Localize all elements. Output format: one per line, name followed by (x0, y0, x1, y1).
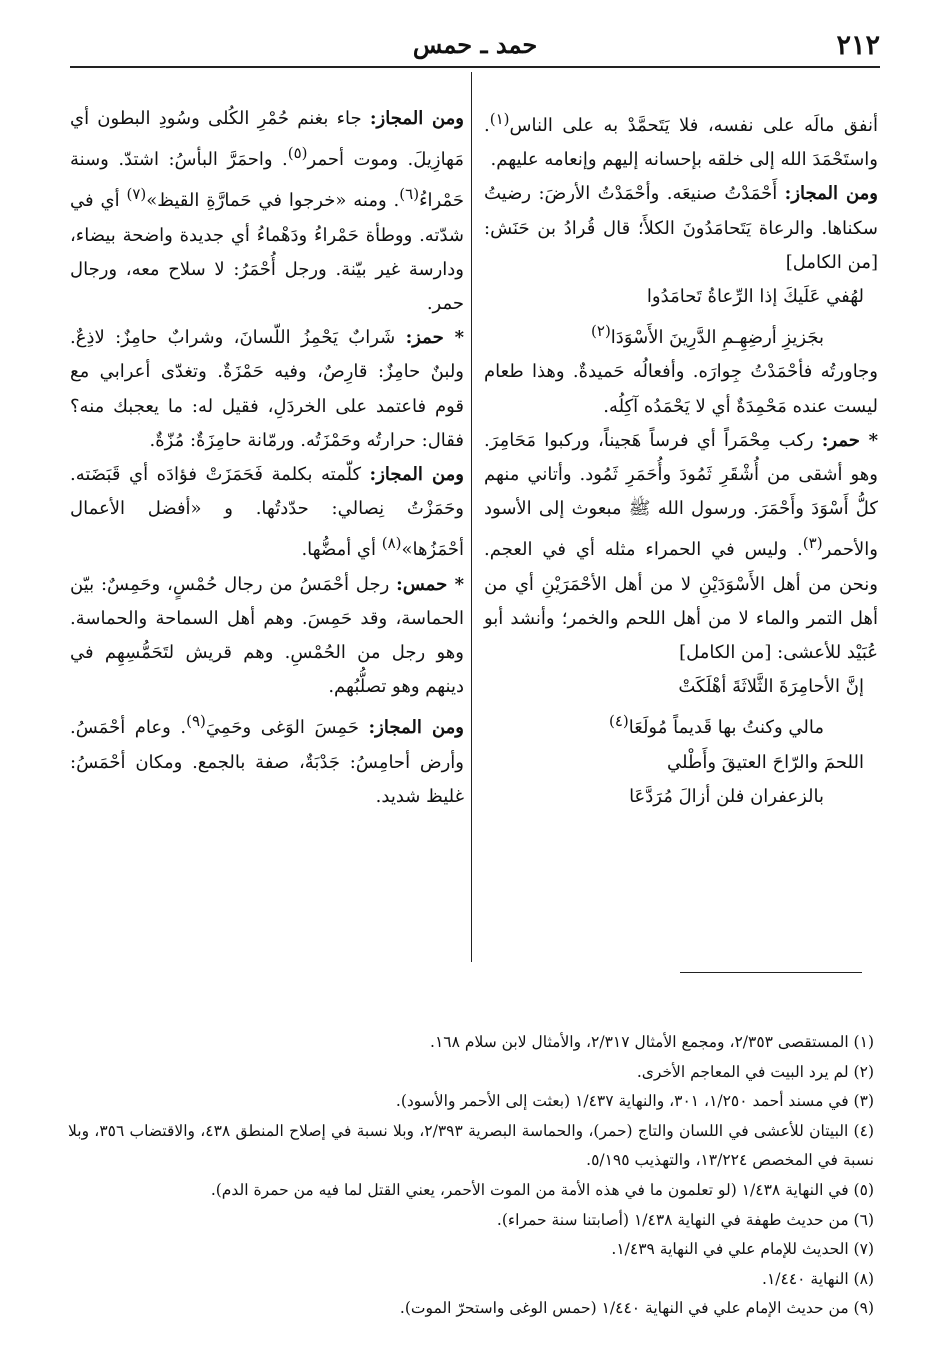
footnote: (٢) لم يرد البيت في المعاجم الأخرى. (636, 1062, 874, 1081)
verse-hemistich: بالزعفران فلن أزالَ مُرَدَّعَا (629, 785, 824, 807)
footnote: (٨) النهاية ١/٤٤٠. (762, 1269, 874, 1288)
verse-hemistich: بجَزيزِ أرضِهِـمِ الدَّرِينَ الأَسْوَدَا$^{(٢)}$ (591, 322, 824, 349)
verse-hemistich: مالي وكنتُ بها قَديماً مُولَعَا$^{(٤)}$ (609, 712, 824, 739)
entry-paragraph: أنفق مالَه على نفسه، فلا يَتَحمَّدْ به على الناس$^{(١)}$. واستَحْمَدَ الله إلى خلقه بإحسانه إليهم وإنعامه عليهم. (484, 110, 878, 171)
footnote-ref: (٤) (609, 712, 629, 731)
header-rule (70, 66, 880, 68)
running-title: حمد ـ حمس (412, 30, 538, 59)
footnote-ref: (٣) (802, 534, 823, 553)
entry-paragraph: * حمر: ركب مِحْمَراً أي فرساً هَجيناً، وركبوا مَحَامِرَ. وهو أشقى من أُشْقَرِ ثَمُودَ وأُحَمَرِ ثَمُود. وأتاني منهم كلُّ أَسْوَدَ وأَحْمَرَ. ورسول الله ﷺ مبعوث إلى الأسود والأحمر$^{(٣)}$. وليس في الحمراء مثله أي في العجم. ونحن من أهل الأَسْوَدَيْنِ لا من أهل الأحْمَرَيْنِ أي من أهل التمر والماء لا من أهل اللحم والخمر؛ وأنشد أبو عُبَيْد للأعشى: [من الكامل] (484, 429, 878, 664)
entry-paragraph: * حمز: شَرابٌ يَحْمِزُ اللّسانَ، وشرابٌ حامِزٌ: لاذِعٌ. ولبنٌ حامِزٌ: قارِصٌ، وفيه حَمْزَةٌ. وتغدّى أعرابي مع قوم فاعتمد على الخردَلِ، فقيل له: ما يعجبك منه؟ فقال: حرارتُه وحَمْزَتُه. ورمّانة حامِزَةٌ: مُزّةٌ. (70, 327, 464, 451)
column-divider (471, 72, 472, 962)
footnote: (٩) من حديث الإمام علي في النهاية ١/٤٤٠ (حمس الوغى واستحرّ الموت). (399, 1299, 874, 1318)
footnote-ref: (٦) (399, 185, 420, 204)
entry-headword: * حمز: (405, 327, 464, 349)
footnote-ref: (٢) (591, 322, 611, 341)
majaz-label: ومن المجاز: (368, 717, 464, 739)
footnote: (١) المستقصى ٢/٣٥٣، ومجمع الأمثال ٢/٣١٧، والأمثال لابن سلام ١٦٨. (430, 1033, 874, 1051)
footnote-rule (680, 972, 862, 973)
page-header (70, 24, 880, 68)
poem-verse (484, 280, 878, 355)
entry-paragraph: ومن المجاز: كلّمته بكلمة فَحَمَزَتْ فؤادَه أي قَبَضَته. وحَمَزْتُ نِصالي: حدّدتُها. و «أفضل الأعمال أحْمَزُها»$^{(٨)}$ أي أمضُّها. (70, 464, 464, 561)
majaz-label: ومن المجاز: (369, 464, 464, 486)
entry-paragraph: ومن المجاز: جاء بغنم حُمْرِ الكُلى وسُودِ البطون أي مَهازِيلَ. وموت أحمر$^{(٥)}$. واحمَرَّ البأسُ: اشتدّ. وسنة حَمْراءُ$^{(٦)}$. ومنه «خرجوا في حَمارَّةِ القيظ»$^{(٧)}$ أي في شدّته. ووطأة حَمْراءُ ودَهْماءُ أي جديدة واضحة بيضاء، ودارسة غير بيّنة. ورجل أُحْمَرُ: لا سلاح معه، ورجال حمر. (70, 108, 464, 315)
footnote-ref: (٩) (186, 712, 206, 731)
page-number: ٢١٢ (836, 30, 880, 61)
majaz-label: ومن المجاز: (784, 183, 878, 205)
right-column (484, 102, 878, 814)
entry-paragraph: ومن المجاز: أَحْمَدْتُ صنيعَه. وأحْمَدْتُ الأرضَ: رضيتُ سكناها. والرعاة يَتَحامَدُونَ الكلأَ؛ قال قُرادُ بن حَنَش: [من الكامل] (484, 183, 878, 273)
footnote: (٣) في مسند أحمد ١/٢٥٠، ٣٠١، والنهاية ١/٤٣٧ (بعثت إلى الأحمر والأسود). (395, 1092, 874, 1111)
footnote-ref: (١) (489, 110, 510, 128)
entry-paragraph: وجاورتُه فأحْمَدْتُ جِوارَه. وأفعالُه حَميدةٌ. وهذا طعام ليست عنده مَحْمِدَةٌ أي لا يَحْمَدُه آكِلُه. (484, 361, 878, 417)
footnote: (٧) الحديث للإمام علي في النهاية ١/٤٣٩. (611, 1240, 874, 1259)
footnote-ref: (٥) (287, 144, 308, 163)
verse-hemistich: إنَّ الأحامِرَةَ الثَّلاثَةَ أهْلَكَتْ (678, 676, 864, 698)
footnote-ref: (٧) (126, 185, 147, 204)
footnote: (٥) في النهاية ١/٤٣٨ (لو تعلمون ما في هذه الأمة من الموت الأحمر، يعني القتل لما فيه من حمرة الدم). (210, 1180, 874, 1199)
footnote-ref: (٨) (381, 534, 402, 553)
verse-hemistich: لهُفي عَلَيكَ إذا الرِّعاةُ تَحامَدُوا (646, 286, 864, 308)
entry-paragraph: * حمس: رجل أحْمَسُ من رجال حُمْسٍ، وحَمِسٌ: بيّن الحماسة، وقد حَمِسَ. وهم أهل السماحة والحماسة. وهو رجل من الحُمْسِ. وهم قريش لتَحَمُّسِهِم في دينهم وهو تصلُّبُهم. (70, 573, 464, 698)
footnote: (٤) البيتان للأعشى في اللسان والتاج (حمر)، والحماسة البصرية ٢/٣٩٣، وبلا نسبة في إصلاح المنطق ٤٣٨، والاقتضاب ٣٥٦، وبلا نسبة في المخصص ١٣/٢٢٤، والتهذيب ٥/١٩٥. (68, 1121, 874, 1170)
footnote: (٦) من حديث طهفة في النهاية ١/٤٣٨ (أصابتنا سنة حمراء). (496, 1210, 874, 1229)
poem-verse (484, 670, 878, 814)
verse-hemistich: اللحمَ والرّاحَ العتيقَ وأَطْلي (667, 751, 864, 773)
entry-headword: * حمس: (396, 573, 464, 595)
left-column (70, 102, 464, 814)
footnotes (68, 1028, 874, 1324)
entry-paragraph: ومن المجاز: حَمِسَ الوَغى وحَمِيَ$^{(٩)}$. وعام أحْمَسُ. وأرض أحامِسُ: جَدْبَةٌ، صفة بالجمع. ومكان أحْمَسُ: غليظ شديد. (70, 712, 464, 807)
majaz-label: ومن المجاز: (369, 108, 464, 129)
entry-headword: * حمر: (821, 429, 878, 451)
